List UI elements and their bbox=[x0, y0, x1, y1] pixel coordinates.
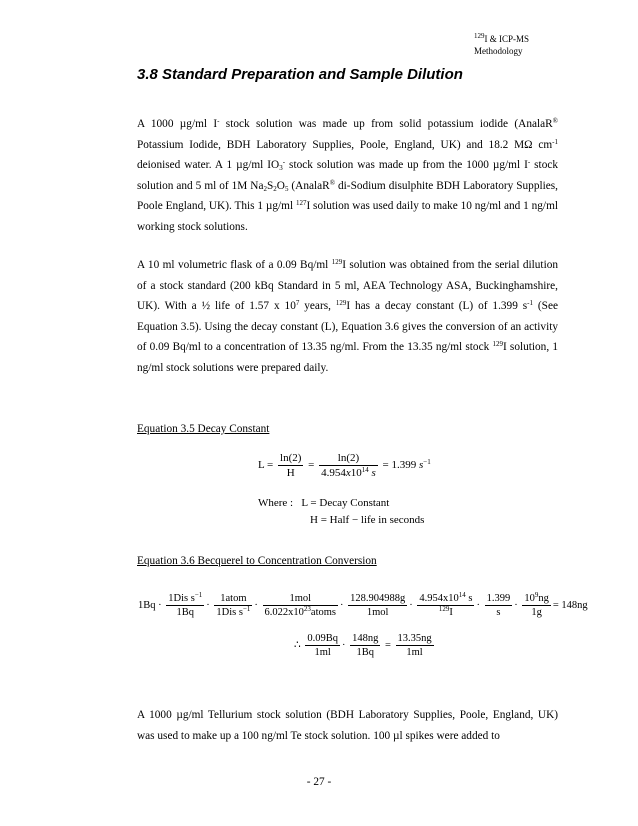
section-title: 3.8 Standard Preparation and Sample Dilution bbox=[137, 66, 463, 83]
equation-3-6-heading: Equation 3.6 Becquerel to Concentration Conversion bbox=[137, 555, 377, 567]
header-line-1: $^{129}$I & ICP-MS bbox=[474, 32, 530, 44]
running-header bbox=[474, 33, 554, 57]
equation-3-5-heading: Equation 3.5 Decay Constant bbox=[137, 423, 270, 435]
equation-3-6-line-2: ∴ $\frac{0.09Bq}{1ml}$ · $\frac{148ng}{1Bq}$ = $\frac{13.35ng}{1ml}$ bbox=[294, 633, 432, 658]
equation-3-6-line-1: 1Bq · $\frac{1Dis s^{-1}}{1Bq}$ · $\frac{\text{1atom}}{1Dis s^{-1}}$ · $\frac{\text{1mol}}{6.022x10^{23}atoms}$ · $\frac{128.904988g}{\text{1mol}}$ · $\frac{4.954x10^{14} s}{^{129}I}$ · $\frac{1.399}{s}$ · $\frac{10^9ng}{1g}$ = 148ng bbox=[138, 591, 588, 618]
equation-3-5: L = $\frac{\ln(2)}{H}$ = $\frac{\ln(2)}{4.954x10^{14} s}$ = 1.399 $s^{-1}$ bbox=[258, 452, 431, 479]
equation-3-5-where: Where : L = Decay Constant bbox=[258, 497, 390, 509]
page-number: - 27 - bbox=[306, 776, 332, 788]
paragraph-tellurium: A 1000 µg/ml Tellurium stock solution (BDH Laboratory Supplies, Poole, England, UK) was used to make up a 100 ng/ml Te stock solution. 100 µl spikes were added to bbox=[137, 709, 558, 742]
header-line-2: Methodology bbox=[474, 46, 523, 56]
paragraph-stock-solutions: A 1000 µg/ml I- stock solution was made up from solid potassium iodide (AnalaR® Potassium Iodide, BDH Laboratory Supplies, Poole, England, UK) and 18.2 MΩ $cm^{-1}$ deionised water. A 1 µg/ml $IO_3^-$ stock solution was made up from the 1000 µg/ml I- stock solution and 5 ml of 1M $Na_2S_2O_5$ (AnalaR® di-Sodium disulphite BDH Laboratory Supplies, Poole England, UK). This 1 µg/ml $^{127}$I solution was used daily to make 10 ng/ml and 1 ng/ml working stock solutions. bbox=[137, 117, 559, 233]
equation-3-5-def2: H = Half − life in seconds bbox=[310, 514, 425, 526]
paragraph-iodine-standard: A 10 ml volumetric flask of a 0.09 Bq/ml $^{129}$I solution was obtained from the serial dilution of a stock standard (200 kBq Standard in 5 ml, AEA Technology ASA, Buckinghamshire, UK). With a ½ life of 1.57 x $10^7$ years, $^{129}$I has a decay constant (L) of 1.399 $s^{-1}$ (See Equation 3.5). Using the decay constant (L), Equation 3.6 gives the conversion of an activity of 0.09 Bq/ml to a concentration of 13.35 ng/ml. From the 13.35 ng/ml stock $^{129}$I solution, 1 ng/ml stock solutions were prepared daily. bbox=[137, 258, 559, 374]
